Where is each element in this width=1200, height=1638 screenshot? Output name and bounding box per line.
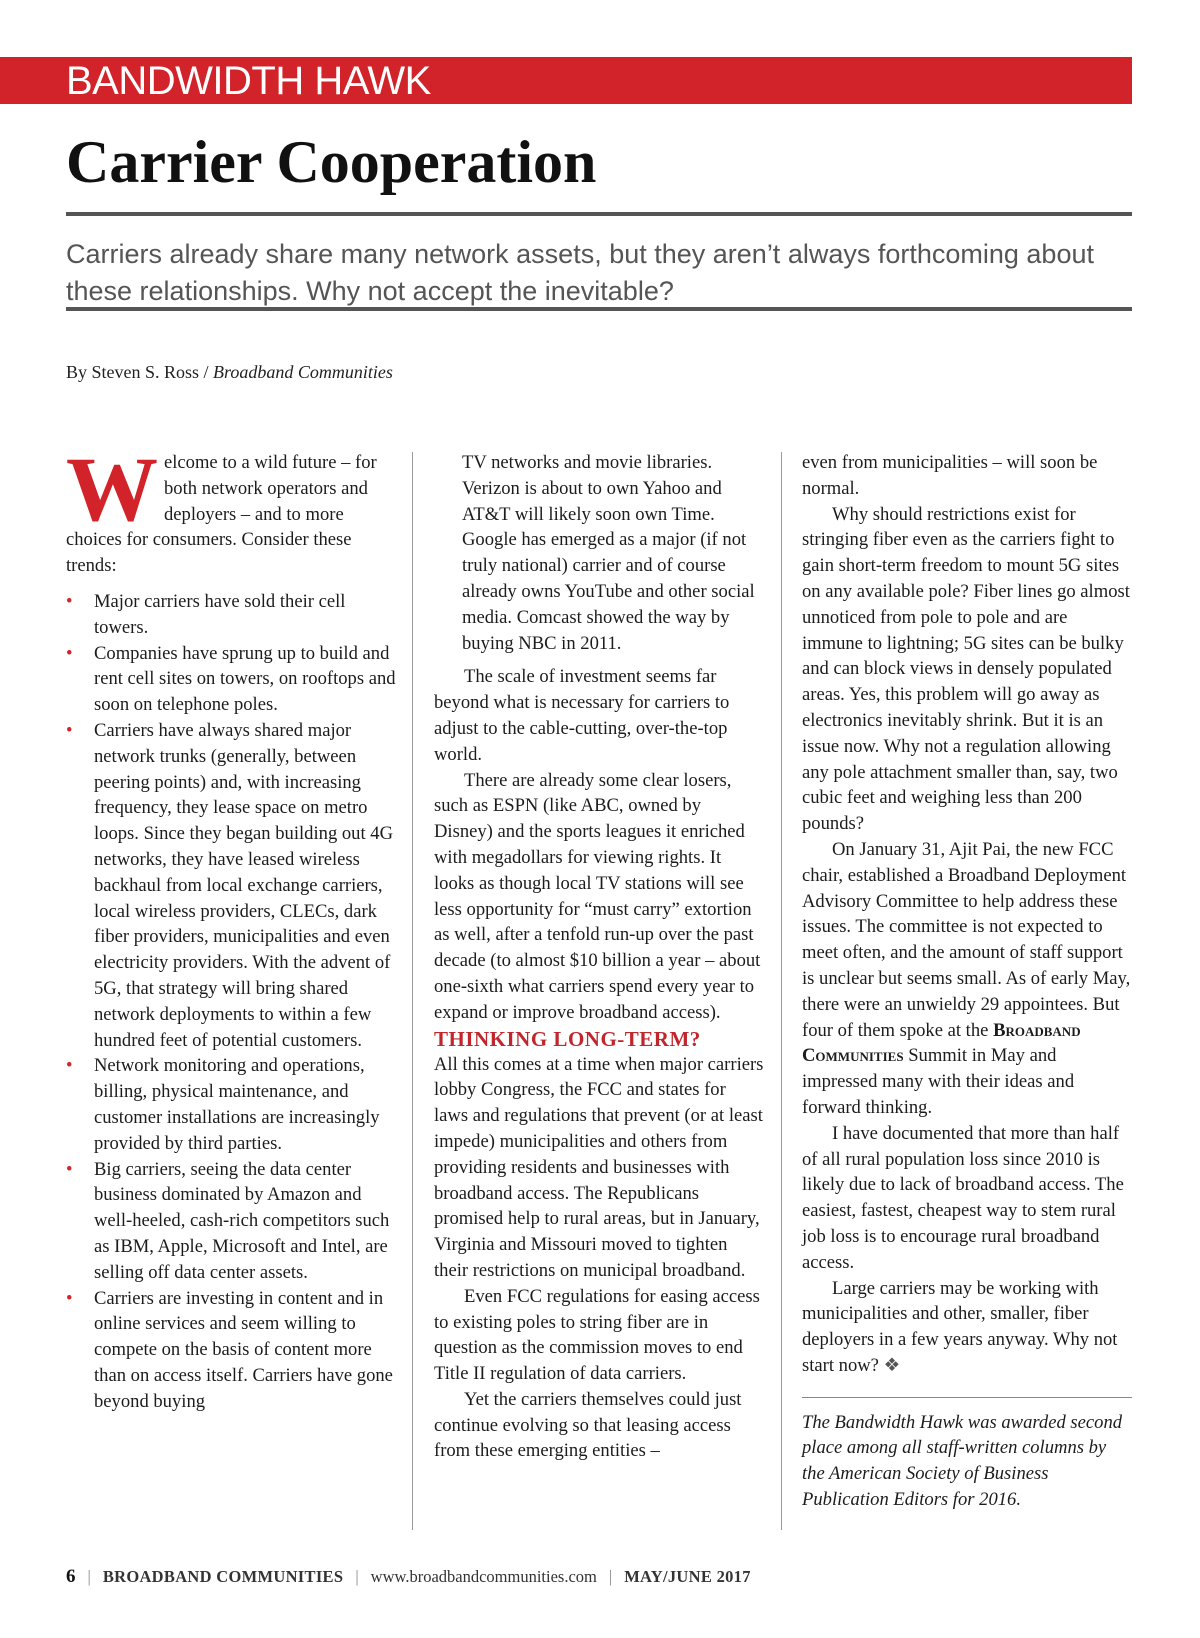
body-paragraph bbox=[802, 837, 1132, 1121]
trends-list bbox=[66, 589, 396, 1415]
list-item: • Companies have sprung up to build and rent cell sites on towers, on rooftops and soon on telephone poles. bbox=[66, 641, 396, 718]
footer-separator: | bbox=[355, 1567, 359, 1586]
list-item: • Network monitoring and operations, billing, physical maintenance, and customer installations are increasingly provided by third parties. bbox=[66, 1053, 396, 1156]
section-banner bbox=[0, 57, 1132, 104]
body-text: Large carriers may be working with municipalities and other, smaller, fiber deployers in a few years anyway. Why not start now? bbox=[802, 1277, 1118, 1376]
body-paragraph: Yet the carriers themselves could just continue evolving so that leasing access from these emerging entities – bbox=[434, 1388, 742, 1462]
deck-bottom-rule bbox=[66, 307, 1132, 311]
deck-top-rule bbox=[66, 212, 1132, 216]
column-divider bbox=[781, 452, 782, 1530]
footer-issue: MAY/JUNE 2017 bbox=[624, 1567, 751, 1586]
column-3 bbox=[802, 450, 1132, 1513]
body-paragraph bbox=[802, 1276, 1132, 1379]
footer-publication: BROADBAND COMMUNITIES bbox=[102, 1567, 344, 1586]
article-headline: Carrier Cooperation bbox=[66, 129, 597, 195]
list-item: • Carriers have always shared major network trunks (generally, between peering points) and, with increasing frequency, they lease space on metro loops. Since they began building out 4G networks, they have leased wireless backhaul from local exchange carriers, local wireless providers, CLECs, dark fiber providers, municipalities and even electricity providers. With the advent of 5G, that strategy will bring shared network deployments to within a few hundred feet of potential customers. bbox=[66, 718, 396, 1053]
column-1 bbox=[66, 438, 396, 1414]
column-2 bbox=[434, 450, 764, 1464]
list-item: • Carriers are investing in content and in online services and seem willing to compete on the basis of content more than on access itself. Carriers have gone beyond buying bbox=[66, 1286, 396, 1415]
body-paragraph: even from municipalities – will soon be normal. bbox=[802, 452, 1098, 499]
drop-cap: W bbox=[66, 438, 158, 540]
footer-url: www.broadbandcommunities.com bbox=[370, 1567, 597, 1586]
body-paragraph: There are already some clear losers, such as ESPN (like ABC, owned by Disney) and the sports leagues it enriched with megadollars for viewing rights. It looks as though local TV stations will see less opportunity for “must carry” extortion as well, after a tenfold run-up over the past decade (to almost $10 billion a year – about one-sixth what carriers spend every year to expand or improve broadband access). bbox=[434, 769, 761, 1023]
list-item: • Major carriers have sold their cell towers. bbox=[66, 589, 396, 641]
article-deck: Carriers already share many network assets, but they aren’t always forthcoming about these relationships. Why not accept the inevitable? bbox=[66, 239, 1094, 306]
body-text: Summit in May and impressed many with their ideas and forward thinking. bbox=[802, 1045, 1075, 1118]
list-item: • Big carriers, seeing the data center business dominated by Amazon and well-heeled, cash-rich competitors such as IBM, Apple, Microsoft and Intel, are selling off data center assets. bbox=[66, 1157, 396, 1286]
body-paragraph: All this comes at a time when major carriers lobby Congress, the FCC and states for laws and regulations that prevent (or at least impede) municipalities and others from providing residents and businesses with broadband access. The Republicans promised help to rural areas, but in January, Virginia and Missouri moved to tighten their restrictions on municipal broadband. bbox=[434, 1053, 764, 1281]
body-paragraph: Why should restrictions exist for stringing fiber even as the carriers fight to gain short-term freedom to mount 5G sites on any available pole? Fiber lines go almost unnoticed from pole to pole and are immune to lightning; 5G sites can be bulky and can block views in densely populated areas. Yes, this problem will go away as electronics inevitably shrink. But it is an issue now. Why not a regulation allowing any pole attachment smaller than, say, two cubic feet and weighing less than 200 pounds? bbox=[802, 503, 1130, 835]
body-paragraph: The scale of investment seems far beyond what is necessary for carriers to adjust to the cable-cutting, over-the-top world. bbox=[434, 666, 730, 765]
byline-publication: Broadband Communities bbox=[213, 362, 393, 382]
body-paragraph: TV networks and movie libraries. Verizon is about to own Yahoo and AT&T will likely soon own Time. Google has emerged as a major (if not truly national) carrier and of course already owns YouTube and other social media. Comcast showed the way by buying NBC in 2011. bbox=[462, 452, 755, 654]
footer-separator: | bbox=[87, 1567, 91, 1586]
note-divider bbox=[802, 1397, 1132, 1398]
section-label: BANDWIDTH HAWK bbox=[66, 59, 431, 103]
footer-separator: | bbox=[608, 1567, 613, 1586]
section-subhead: THINKING LONG-TERM? bbox=[434, 1026, 701, 1051]
publication-name: Broadband Communities bbox=[802, 1019, 1081, 1067]
page-footer bbox=[66, 1566, 751, 1588]
body-paragraph: I have documented that more than half of all rural population loss since 2010 is likely due to lack of broadband access. The easiest, fastest, cheapest way to stem rural job loss is to encourage rural broadband access. bbox=[802, 1122, 1124, 1273]
page-number: 6 bbox=[66, 1566, 76, 1587]
column-divider bbox=[412, 452, 413, 1530]
intro-paragraph bbox=[66, 438, 396, 579]
body-paragraph: Even FCC regulations for easing access to existing poles to string fiber are in question as the commission moves to end Title II regulation of data carriers. bbox=[434, 1285, 760, 1385]
end-mark-icon: ❖ bbox=[883, 1354, 901, 1376]
body-text: On January 31, Ajit Pai, the new FCC chair, established a Broadband Deployment Advisory Committee to help address these issues. The committee is not expected to meet often, and the amount of staff support is unclear but seems small. As of early May, there were an unwieldy 29 appointees. But four of them spoke at the bbox=[802, 838, 1131, 1041]
byline bbox=[66, 360, 393, 384]
award-note: The Bandwidth Hawk was awarded second place among all staff-written columns by the American Society of Business Publication Editors for 2016. bbox=[802, 1411, 1123, 1511]
byline-author: By Steven S. Ross / bbox=[66, 362, 214, 382]
intro-text: elcome to a wild future – for both network operators and deployers – and to more choices for consumers. Consider these trends: bbox=[66, 452, 377, 577]
